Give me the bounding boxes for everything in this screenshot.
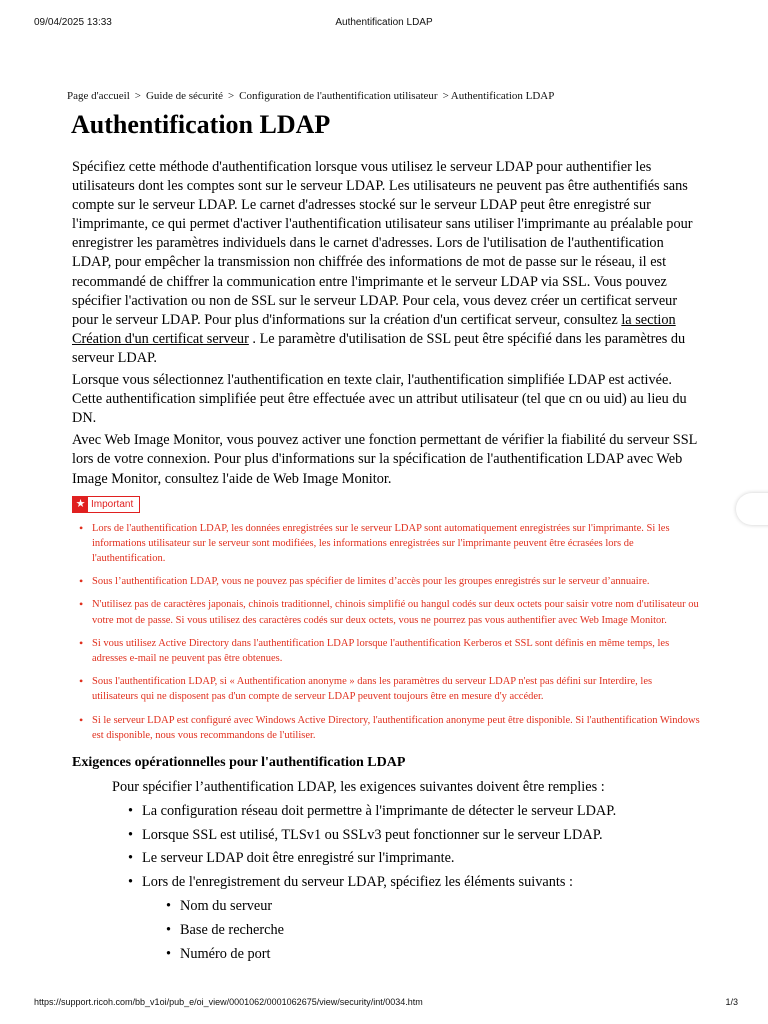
- star-icon: ★: [73, 497, 88, 512]
- important-item: • Si le serveur LDAP est configuré avec Windows Active Directory, l'authentification anonyme peut être disponible. Si l'authentification Windows est disponible, nous vous recommandons de l'utiliser.: [92, 713, 700, 743]
- important-label: Important: [91, 498, 134, 510]
- breadcrumb-separator: >: [227, 90, 235, 102]
- important-item: • Sous l’authentification LDAP, vous ne pouvez pas spécifier de limites d’accès pour les groupes enregistrés sur le serveur d’annuaire.: [92, 574, 700, 589]
- breadcrumb-separator: >: [134, 90, 141, 102]
- requirement-item: • Lorsque SSL est utilisé, TLSv1 ou SSLv3 peut fonctionner sur le serveur LDAP.: [142, 824, 700, 848]
- print-title: Authentification LDAP: [335, 17, 433, 28]
- requirement-item: • Le serveur LDAP doit être enregistré sur l'imprimante.: [142, 847, 700, 871]
- breadcrumb: [67, 90, 554, 102]
- page-number: 1/3: [725, 997, 738, 1007]
- certificate-creation-link[interactable]: la section Création d'un certificat serveur: [72, 311, 676, 347]
- important-badge: [72, 496, 140, 513]
- intro-paragraph-1: Spécifiez cette méthode d'authentification lorsque vous utilisez le serveur LDAP pour authentifier les utilisateurs dont les comptes sont sur le serveur LDAP. Les utilisateurs ne peuvent pas être authentifiés sans compte sur le serveur LDAP. Le carnet d'adresses stocké sur le serveur LDAP peut être enregistré sur l'imprimante, ce qui permet d'activer l'authentification utilisateur sans utiliser l'imprimante au préalable pour enregistrer les paramètres individuels dans le carnet d'adresses. Lors de l'utilisation de l'authentification LDAP, pour empêcher la transmission non chiffrée des informations de mot de passe sur le réseau, il est recommandé de chiffrer la communication entre l'imprimante et le serveur LDAP via SSL. Vous pouvez spécifier l'activation ou non de SSL sur le serveur LDAP. Pour cela, vous devez créer un certificat serveur pour le serveur LDAP. Pour plus d'informations sur la création d'un certificat serveur, consultez la section Création d'un certificat serveur . Le paramètre d'utilisation de SSL peut être spécifié dans les paramètres du serveur LDAP.: [72, 159, 693, 366]
- main-content: [72, 158, 700, 966]
- breadcrumb-security-guide-link[interactable]: Guide de sécurité: [145, 90, 223, 102]
- requirement-item: • La configuration réseau doit permettre à l'imprimante de détecter le serveur LDAP.: [142, 800, 700, 824]
- important-item: • Sous l'authentification LDAP, si « Authentification anonyme » dans les paramètres du serveur LDAP n'est pas défini sur Interdire, les utilisateurs qui ne disposent pas d'un compte de serveur LDAP peuvent toujours être en mesure d'y accéder.: [92, 674, 700, 704]
- ldap-field-item: • Base de recherche: [180, 918, 700, 942]
- breadcrumb-current: Authentification LDAP: [450, 90, 555, 102]
- requirements-list: [72, 800, 700, 966]
- intro-paragraph-3: Avec Web Image Monitor, vous pouvez activer une fonction permettant de vérifier la fiabilité du serveur SSL lors de votre connexion. Pour plus d'informations sur la spécification de l'authentification LDAP avec Web Image Monitor, consultez l'aide de Web Image Monitor.: [72, 432, 697, 487]
- page-title: Authentification LDAP: [71, 110, 331, 139]
- floating-side-button[interactable]: [736, 493, 768, 525]
- important-item: • Si vous utilisez Active Directory dans l'authentification LDAP lorsque l'authentification Kerberos et SSL sont définis en même temps, les adresses e-mail ne peuvent pas être obtenues.: [92, 636, 700, 666]
- intro-paragraph-2: Lorsque vous sélectionnez l'authentification en texte clair, l'authentification simplifiée LDAP est activée. Cette authentification simplifiée peut être effectuée avec un attribut utilisateur (tel que cn ou uid) au lieu du DN.: [72, 372, 687, 427]
- print-datetime: 09/04/2025 13:33: [34, 17, 112, 28]
- print-footer: [0, 997, 768, 1009]
- ldap-field-item: • Numéro de port: [180, 942, 700, 966]
- breadcrumb-user-auth-link[interactable]: Configuration de l'authentification utilisateur: [239, 90, 438, 102]
- print-url: https://support.ricoh.com/bb_v1oi/pub_e/oi_view/0001062/0001062675/view/security/int/0034.htm: [34, 997, 423, 1007]
- important-item: • N'utilisez pas de caractères japonais, chinois traditionnel, chinois simplifié ou hangul codés sur deux octets pour saisir votre nom d'utilisateur ou votre mot de passe. Si vous utilisez des caractères codés sur deux octets, vous ne pourrez pas vous authentifier avec Web Image Monitor.: [92, 597, 700, 627]
- requirements-heading: Exigences opérationnelles pour l'authentification LDAP: [72, 755, 406, 771]
- ldap-server-fields-list: [142, 894, 700, 966]
- requirements-intro: Pour spécifier l’authentification LDAP, les exigences suivantes doivent être remplies :: [112, 779, 605, 796]
- important-item: • Lors de l'authentification LDAP, les données enregistrées sur le serveur LDAP sont automatiquement enregistrées sur l'imprimante. Si les informations utilisateur sur le serveur sont modifiées, les informations enregistrées sur l'imprimante peuvent être écrasées lors de l'authentification.: [92, 521, 700, 567]
- requirement-item: • Lors de l'enregistrement du serveur LDAP, spécifiez les éléments suivants : • Nom du serveur • Base de recherche • Numéro de port: [142, 871, 700, 967]
- breadcrumb-separator: >: [442, 90, 449, 102]
- breadcrumb-home-link[interactable]: Page d'accueil: [67, 90, 130, 102]
- important-list: [72, 521, 700, 743]
- print-header: [0, 17, 768, 31]
- ldap-field-item: • Nom du serveur: [180, 894, 700, 918]
